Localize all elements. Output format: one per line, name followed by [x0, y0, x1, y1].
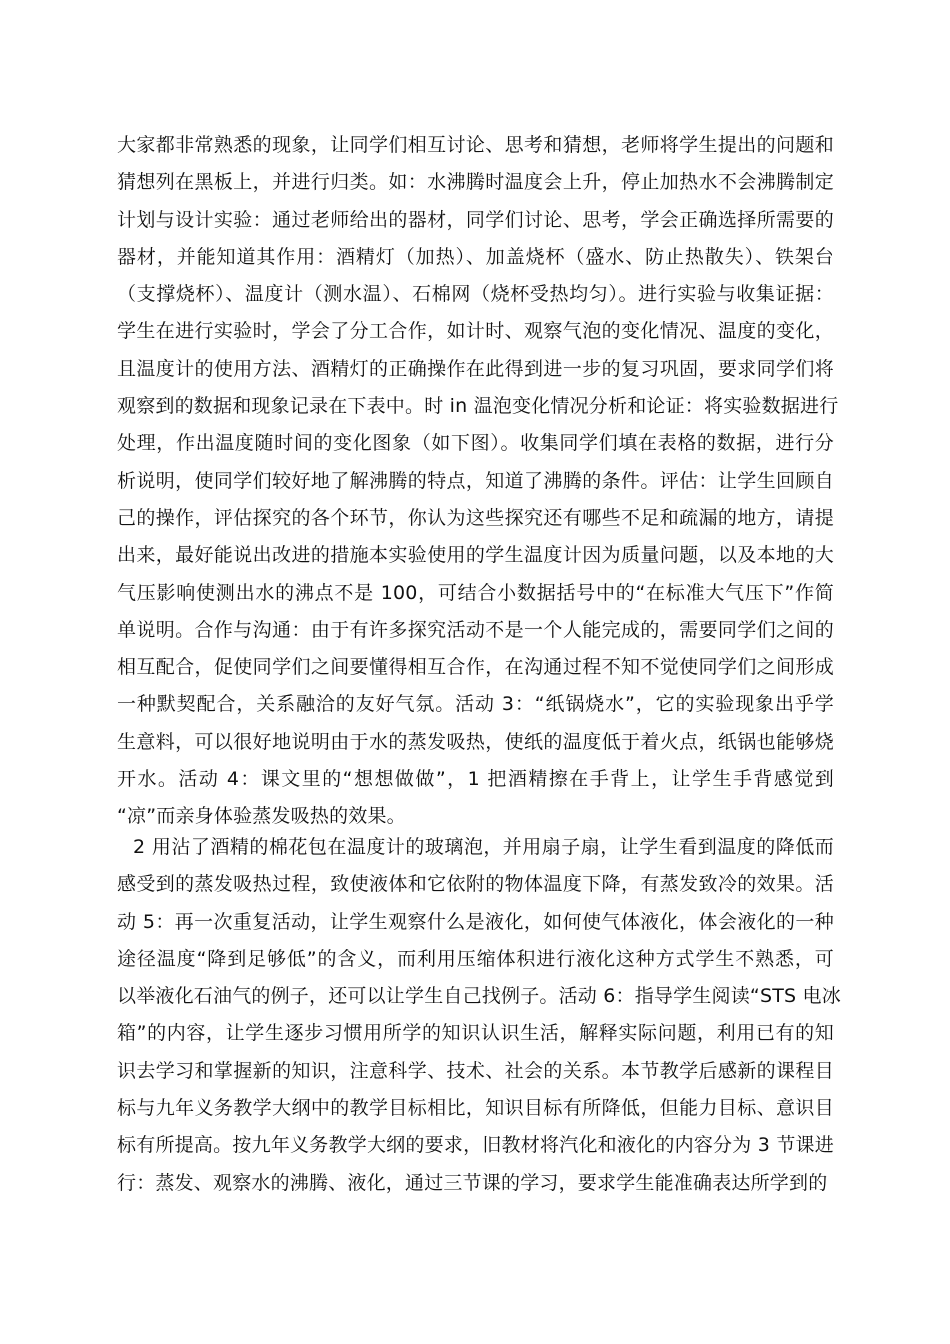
text-line: 标有所提高。按九年义务教学大纲的要求，旧教材将汽化和液化的内容分为 3 节课进 [117, 1134, 834, 1157]
text-line: 气压影响使测出水的沸点不是 100，可结合小数据括号中的“在标准大气压下”作简 [117, 581, 834, 604]
text-line: 出来，最好能说出改进的措施本实验使用的学生温度计因为质量问题，以及本地的大 [117, 544, 834, 567]
text-line: 单说明。合作与沟通：由于有许多探究活动不是一个人能完成的，需要同学们之间的 [117, 618, 834, 641]
text-line: 标与九年义务教学大纲中的教学目标相比，知识目标有所降低，但能力目标、意识目 [117, 1097, 834, 1120]
text-line: 学生在进行实验时，学会了分工合作，如计时、观察气泡的变化情况、温度的变化， [117, 320, 834, 343]
paragraph-2 [117, 829, 841, 1202]
text-line: （支撑烧杯）、温度计（测水温）、石棉网（烧杯受热均匀）。进行实验与收集证据： [117, 283, 834, 306]
text-line: 箱”的内容，让学生逐步习惯用所学的知识认识生活，解释实际问题，利用已有的知 [117, 1022, 834, 1045]
text-line: 析说明，使同学们较好地了解沸腾的特点，知道了沸腾的条件。评估：让学生回顾自 [117, 469, 834, 492]
text-line: 2 用沾了酒精的棉花包在温度计的玻璃泡，并用扇子扇，让学生看到温度的降低而 [133, 836, 834, 858]
text-line: 感受到的蒸发吸热过程，致使液体和它依附的物体温度下降，有蒸发致冷的效果。活 [117, 873, 834, 896]
text-line: 识去学习和掌握新的知识，注意科学、技术、社会的关系。本节教学后感新的课程目 [117, 1059, 834, 1082]
text-line: 且温度计的使用方法、酒精灯的正确操作在此得到进一步的复习巩固，要求同学们将 [117, 357, 834, 380]
text-line: 途径温度“降到足够低”的含义，而利用压缩体积进行液化这种方式学生不熟悉，可 [117, 947, 834, 970]
text-line: 大家都非常熟悉的现象，让同学们相互讨论、思考和猜想，老师将学生提出的问题和 [117, 134, 834, 156]
text-line: 一种默契配合，关系融洽的友好气氛。活动 3：“纸锅烧水”，它的实验现象出乎学 [117, 693, 834, 716]
text-line: 行：蒸发、观察水的沸腾、液化，通过三节课的学习，要求学生能准确表达所学到的 [117, 1171, 828, 1194]
text-line: 器材，并能知道其作用：酒精灯（加热）、加盖烧杯（盛水、防止热散失）、铁架台 [117, 245, 834, 268]
text-line: 开水。活动 4：课文里的“想想做做”，1 把酒精擦在手背上，让学生手背感觉到 [117, 768, 834, 791]
text-line: 计划与设计实验：通过老师给出的器材，同学们讨论、思考，学会正确选择所需要的 [117, 208, 834, 231]
text-line: 动 5：再一次重复活动，让学生观察什么是液化，如何使气体液化，体会液化的一种 [117, 910, 834, 933]
text-line: “凉”而亲身体验蒸发吸热的效果。 [117, 805, 406, 828]
text-line: 己的操作，评估探究的各个环节，你认为这些探究还有哪些不足和疏漏的地方，请提 [117, 506, 834, 529]
text-line: 处理，作出温度随时间的变化图象（如下图）。收集同学们填在表格的数据，进行分 [117, 432, 834, 455]
text-line: 相互配合，促使同学们之间要懂得相互合作，在沟通过程不知不觉使同学们之间形成 [117, 656, 834, 679]
text-line: 以举液化石油气的例子，还可以让学生自己找例子。活动 6：指导学生阅读“STS 电冰 [117, 985, 841, 1008]
paragraph-1 [117, 127, 839, 836]
text-line: 观察到的数据和现象记录在下表中。时 in 温泡变化情况分析和论证：将实验数据进行 [117, 395, 839, 418]
text-line: 生意料，可以很好地说明由于水的蒸发吸热，使纸的温度低于着火点，纸锅也能够烧 [117, 730, 834, 753]
text-line: 猜想列在黑板上，并进行归类。如：水沸腾时温度会上升，停止加热水不会沸腾制定 [117, 171, 834, 194]
